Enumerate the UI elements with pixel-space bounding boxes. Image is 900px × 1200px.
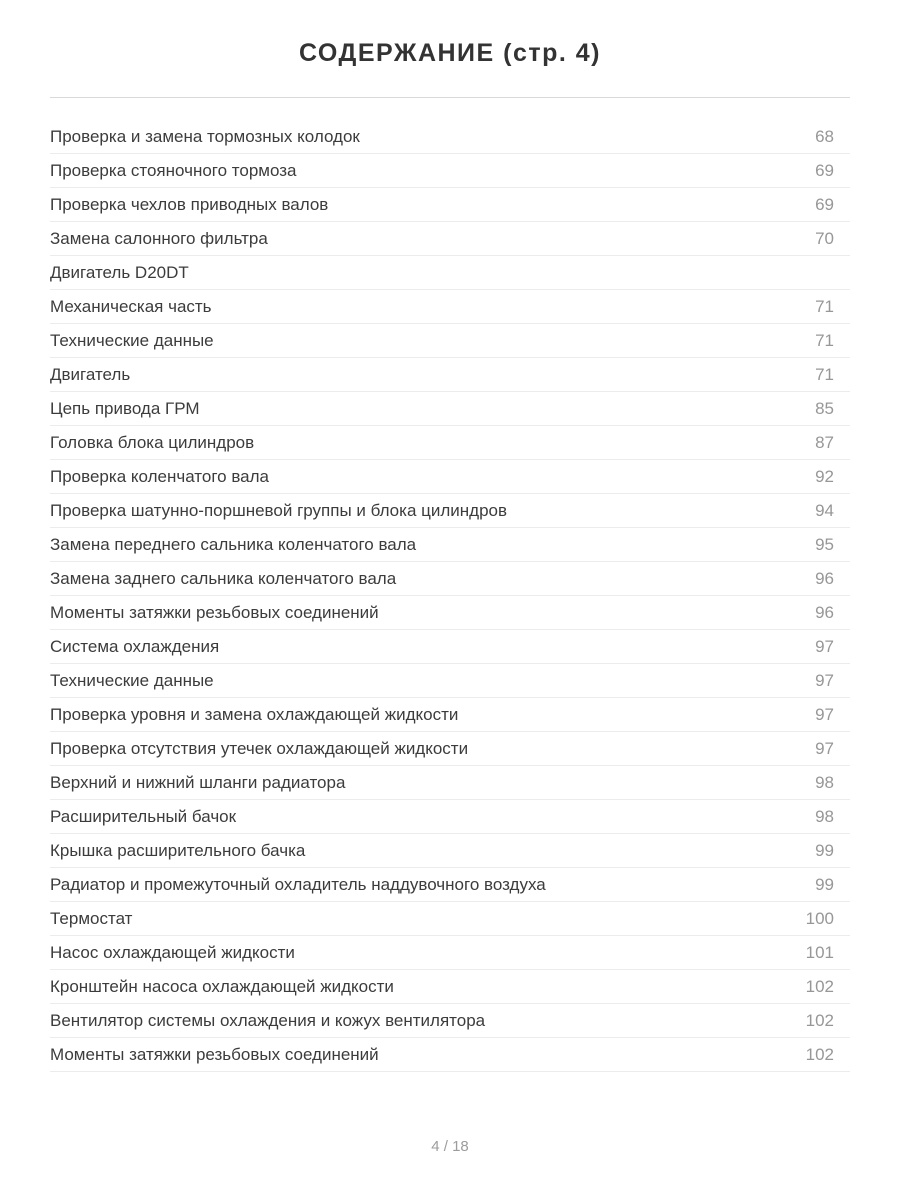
toc-entry[interactable] [50, 528, 850, 562]
toc-entry[interactable] [50, 460, 850, 494]
toc-entry[interactable] [50, 562, 850, 596]
toc-entry-page: 97 [815, 670, 834, 690]
toc-entry-title: Проверка и замена тормозных колодок [50, 126, 360, 146]
toc-entry-page: 100 [805, 908, 834, 928]
toc-entry[interactable] [50, 868, 850, 902]
toc-entry[interactable] [50, 358, 850, 392]
toc-entry-title: Цепь привода ГРМ [50, 398, 200, 418]
toc-entry-page: 102 [805, 1010, 834, 1030]
toc-entry-page: 92 [815, 466, 834, 486]
toc-entry-page: 87 [815, 432, 834, 452]
toc-entry[interactable] [50, 800, 850, 834]
toc-entry[interactable] [50, 426, 850, 460]
toc-entry-page: 98 [815, 806, 834, 826]
toc-entry-title: Проверка коленчатого вала [50, 466, 269, 486]
toc-entry[interactable] [50, 188, 850, 222]
toc-entry[interactable] [50, 290, 850, 324]
toc-entry-page: 97 [815, 738, 834, 758]
toc-entry[interactable] [50, 936, 850, 970]
toc-entry-title: Двигатель [50, 364, 131, 384]
toc-entry-page: 95 [815, 534, 834, 554]
toc-entry-title: Радиатор и промежуточный охладитель наддувочного воздуха [50, 874, 546, 894]
toc-entry-title: Крышка расширительного бачка [50, 840, 306, 860]
toc-entry-page: 69 [815, 160, 834, 180]
toc-entry-title: Технические данные [50, 330, 214, 350]
toc-entry[interactable] [50, 732, 850, 766]
toc-entry-page: 70 [815, 228, 834, 248]
toc-entry[interactable] [50, 1038, 850, 1072]
toc-entry-title: Система охлаждения [50, 636, 220, 656]
toc-entry-page: 97 [815, 704, 834, 724]
toc-entry-page: 98 [815, 772, 834, 792]
toc-entry[interactable] [50, 154, 850, 188]
page-title: СОДЕРЖАНИЕ (стр. 4) [298, 39, 602, 67]
title-divider [50, 97, 850, 98]
toc-entry-page: 71 [815, 330, 834, 350]
toc-entry[interactable] [50, 902, 850, 936]
toc-entry[interactable] [50, 324, 850, 358]
toc-entry-page: 68 [815, 126, 834, 146]
toc-entry-title: Замена салонного фильтра [50, 228, 268, 248]
toc-entry[interactable] [50, 494, 850, 528]
toc-entry-title: Замена заднего сальника коленчатого вала [50, 568, 397, 588]
toc-entry-title: Термостат [50, 908, 133, 928]
toc-entry-title: Проверка чехлов приводных валов [50, 194, 329, 214]
toc-entry-title: Проверка уровня и замена охлаждающей жидкости [50, 704, 459, 724]
toc-entry-page: 69 [815, 194, 834, 214]
toc-entry-title: Механическая часть [50, 296, 212, 316]
toc-entry[interactable] [50, 970, 850, 1004]
toc-entry-page: 101 [805, 942, 834, 962]
toc-entry[interactable] [50, 392, 850, 426]
toc-entry-title: Замена переднего сальника коленчатого вала [50, 534, 417, 554]
toc-entry-title: Технические данные [50, 670, 214, 690]
toc-entry-title: Моменты затяжки резьбовых соединений [50, 1044, 379, 1064]
toc-entry-page: 102 [805, 1044, 834, 1064]
toc-entry-page: 96 [815, 602, 834, 622]
toc-entry-title: Насос охлаждающей жидкости [50, 942, 295, 962]
toc-entry[interactable] [50, 698, 850, 732]
toc-entry-title: Вентилятор системы охлаждения и кожух вентилятора [50, 1010, 486, 1030]
toc-entry[interactable] [50, 630, 850, 664]
toc-entry-title: Проверка шатунно-поршневой группы и блока цилиндров [50, 500, 508, 520]
toc-entry[interactable] [50, 596, 850, 630]
toc-entry[interactable] [50, 120, 850, 154]
toc-entry[interactable] [50, 766, 850, 800]
toc-entry-title: Моменты затяжки резьбовых соединений [50, 602, 379, 622]
toc-entry[interactable] [50, 834, 850, 868]
toc-entry-title: Проверка стояночного тормоза [50, 160, 297, 180]
toc-entry-page: 102 [805, 976, 834, 996]
page-indicator: 4 / 18 [431, 1138, 469, 1155]
toc-entry[interactable] [50, 664, 850, 698]
toc-entry-page: 96 [815, 568, 834, 588]
toc-entry-title: Двигатель D20DT [50, 262, 189, 282]
toc-entry-page: 85 [815, 398, 834, 418]
toc-entry[interactable] [50, 1004, 850, 1038]
toc-entry-title: Проверка отсутствия утечек охлаждающей жидкости [50, 738, 469, 758]
toc-list [50, 120, 850, 1072]
toc-entry-title: Кронштейн насоса охлаждающей жидкости [50, 976, 394, 996]
toc-entry-page: 99 [815, 874, 834, 894]
toc-entry-page: 71 [815, 296, 834, 316]
toc-entry-page: 94 [815, 500, 834, 520]
toc-entry-title: Верхний и нижний шланги радиатора [50, 772, 346, 792]
toc-entry-page: 97 [815, 636, 834, 656]
toc-entry[interactable] [50, 222, 850, 256]
toc-entry-title: Расширительный бачок [50, 806, 237, 826]
toc-entry-title: Головка блока цилиндров [50, 432, 255, 452]
toc-entry-page: 99 [815, 840, 834, 860]
toc-entry-page: 71 [815, 364, 834, 384]
toc-entry[interactable] [50, 256, 850, 290]
